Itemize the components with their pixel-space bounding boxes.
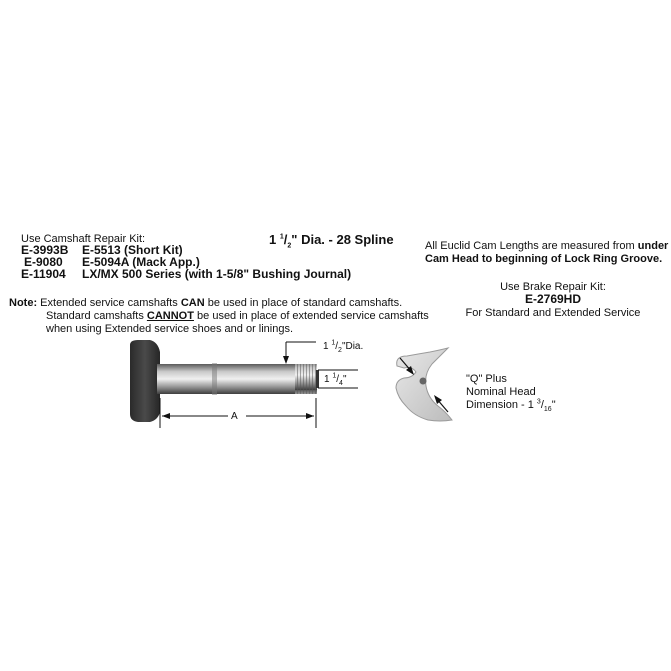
note-label: Note: [9, 297, 38, 309]
kit-code-1: E-3993B [21, 243, 69, 257]
shaft-tip [316, 370, 319, 388]
s-cam-head [396, 348, 452, 421]
cam-length-line-2: Cam Head to beginning of Lock Ring Groove. [425, 253, 663, 265]
note-l2b: CANNOT [146, 310, 194, 322]
cam-head-line-1: "Q" Plus [466, 373, 507, 385]
len-unit: " [342, 374, 347, 385]
note-line-3: when using Extended service shoes and or linings. [46, 323, 294, 335]
s-cam-hole [420, 378, 427, 385]
shaft-spline [295, 364, 317, 394]
shaft-body [157, 364, 297, 394]
dia-label: 1 $^1/_2"Dia$. [323, 339, 364, 354]
cam-head-block [130, 340, 160, 422]
dia-whole: 1 [323, 341, 329, 352]
note-l1a: Extended service camshafts [40, 297, 178, 309]
cam-head-line-3: Dimension - 1 $^3/_{16}$" [466, 398, 556, 414]
cam-head-unit: " [551, 399, 556, 411]
kit-desc-3: LX/MX 500 Series (with 1-5/8" Bushing Journal) [82, 267, 352, 281]
note-l1b: CAN [180, 297, 205, 309]
a-label: A [231, 411, 238, 422]
kit-heading: Use Camshaft Repair Kit: [21, 233, 146, 245]
spline-title-rest: " Dia. - 28 Spline [291, 232, 394, 247]
kit-code-2: E-9080 [24, 255, 63, 269]
spline-title-den: 2 [287, 242, 292, 250]
dimension-a [160, 398, 316, 428]
cam-length-under: under [637, 240, 669, 252]
cam-head-dim-text: Dimension - 1 [466, 399, 534, 411]
dimension-dia-arrow [283, 342, 316, 364]
brake-kit-code: E-2769HD [524, 292, 582, 306]
dia-num: 1 [331, 339, 336, 347]
cam-head-num: 3 [536, 398, 541, 406]
len-den: 4 [339, 380, 343, 387]
len-whole: 1 [324, 374, 330, 385]
cam-head-den: 16 [543, 406, 552, 414]
len-num: 1 [332, 372, 337, 380]
cam-length-text: All Euclid Cam Lengths are measured from [425, 240, 635, 252]
kit-desc-1: E-5513 (Short Kit) [82, 243, 183, 257]
shaft-collar [212, 363, 217, 395]
len-label: 1 $^1/_4$" [324, 372, 347, 387]
cam-head-line-2: Nominal Head [466, 386, 536, 398]
spline-title-whole: 1 [269, 232, 277, 247]
kit-desc-2: E-5094A (Mack App.) [82, 255, 200, 269]
dia-unit: "Dia. [341, 341, 364, 352]
spline-title-num: 1 [279, 233, 284, 241]
kit-code-3: E-11904 [21, 267, 66, 281]
dia-den: 2 [338, 347, 342, 354]
brake-kit-heading: Use Brake Repair Kit: [500, 281, 606, 293]
note-l2a: Standard camshafts [46, 310, 144, 322]
spline-title: 1 $^1/_2$" Dia. - 28 Spline [269, 232, 394, 250]
note-l1c: be used in place of standard camshafts. [207, 297, 403, 309]
brake-kit-note: For Standard and Extended Service [465, 307, 641, 319]
note-l2c: be used in place of extended service camshafts [197, 310, 429, 322]
